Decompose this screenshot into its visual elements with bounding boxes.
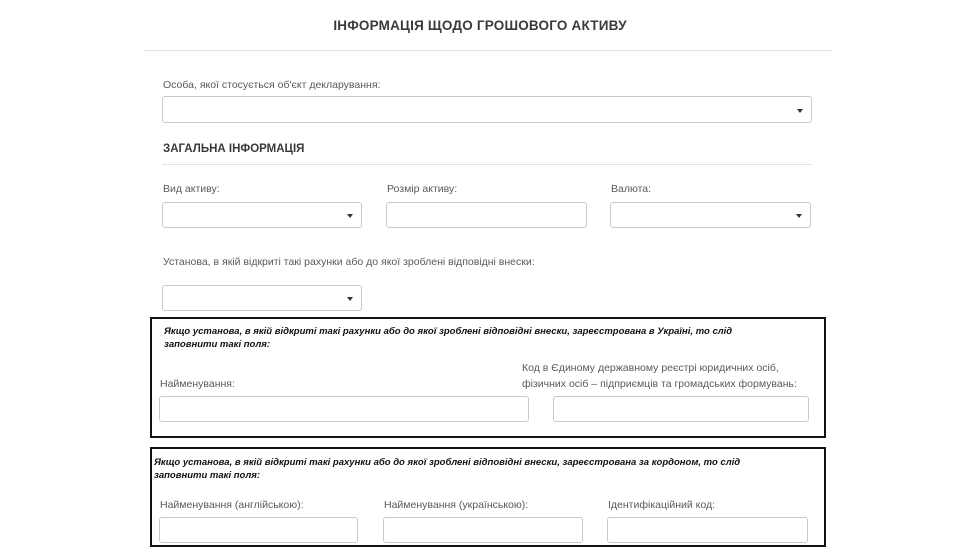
ukraine-box-note-line2: заповнити такі поля: bbox=[164, 339, 271, 350]
asset-type-label: Вид активу: bbox=[163, 183, 220, 195]
asset-size-label: Розмір активу: bbox=[387, 183, 458, 195]
chevron-down-icon bbox=[796, 214, 802, 218]
id-code-label: Ідентифікаційний код: bbox=[608, 499, 716, 511]
edr-code-input[interactable] bbox=[553, 396, 809, 422]
name-ua-label: Найменування (українською): bbox=[384, 499, 529, 511]
institution-select[interactable] bbox=[162, 285, 362, 311]
abroad-box-note-line2: заповнити такі поля: bbox=[154, 470, 261, 481]
general-heading: ЗАГАЛЬНА ІНФОРМАЦІЯ bbox=[163, 143, 305, 155]
institution-label: Установа, в якій відкриті такі рахунки або до якої зроблені відповідні внески: bbox=[163, 256, 535, 268]
abroad-box-note-line1: Якщо установа, в якій відкриті такі рахунки або до якої зроблені відповідні внески, зареєстрована за кордоном, то слід bbox=[154, 457, 741, 468]
general-divider bbox=[162, 164, 812, 165]
ukraine-box-note-line1: Якщо установа, в якій відкриті такі рахунки або до якої зроблені відповідні внески, зареєстрована в Україні, то слід bbox=[164, 326, 733, 337]
currency-label: Валюта: bbox=[611, 183, 652, 195]
page-title: ІНФОРМАЦІЯ ЩОДО ГРОШОВОГО АКТИВУ bbox=[333, 18, 627, 33]
ukraine-name-label: Найменування: bbox=[160, 378, 235, 390]
person-select[interactable] bbox=[162, 96, 812, 123]
asset-size-input[interactable] bbox=[386, 202, 587, 228]
person-label: Особа, якої стосується об'єкт декларування: bbox=[163, 79, 381, 91]
ukraine-box-note bbox=[164, 325, 732, 351]
chevron-down-icon bbox=[347, 214, 353, 218]
asset-type-select[interactable] bbox=[162, 202, 362, 228]
name-en-input[interactable] bbox=[159, 517, 358, 543]
chevron-down-icon bbox=[797, 109, 803, 113]
edr-code-label-line2: фізичних осіб – підприємців та громадських формувань: bbox=[522, 378, 797, 390]
currency-select[interactable] bbox=[610, 202, 811, 228]
chevron-down-icon bbox=[347, 297, 353, 301]
abroad-box-note bbox=[154, 456, 740, 482]
id-code-input[interactable] bbox=[607, 517, 808, 543]
ukraine-name-input[interactable] bbox=[159, 396, 529, 422]
title-divider bbox=[143, 50, 833, 51]
name-ua-input[interactable] bbox=[383, 517, 583, 543]
edr-code-label bbox=[522, 360, 797, 392]
name-en-label: Найменування (англійською): bbox=[160, 499, 304, 511]
edr-code-label-line1: Код в Єдиному державному реєстрі юридичних осіб, bbox=[522, 362, 779, 374]
